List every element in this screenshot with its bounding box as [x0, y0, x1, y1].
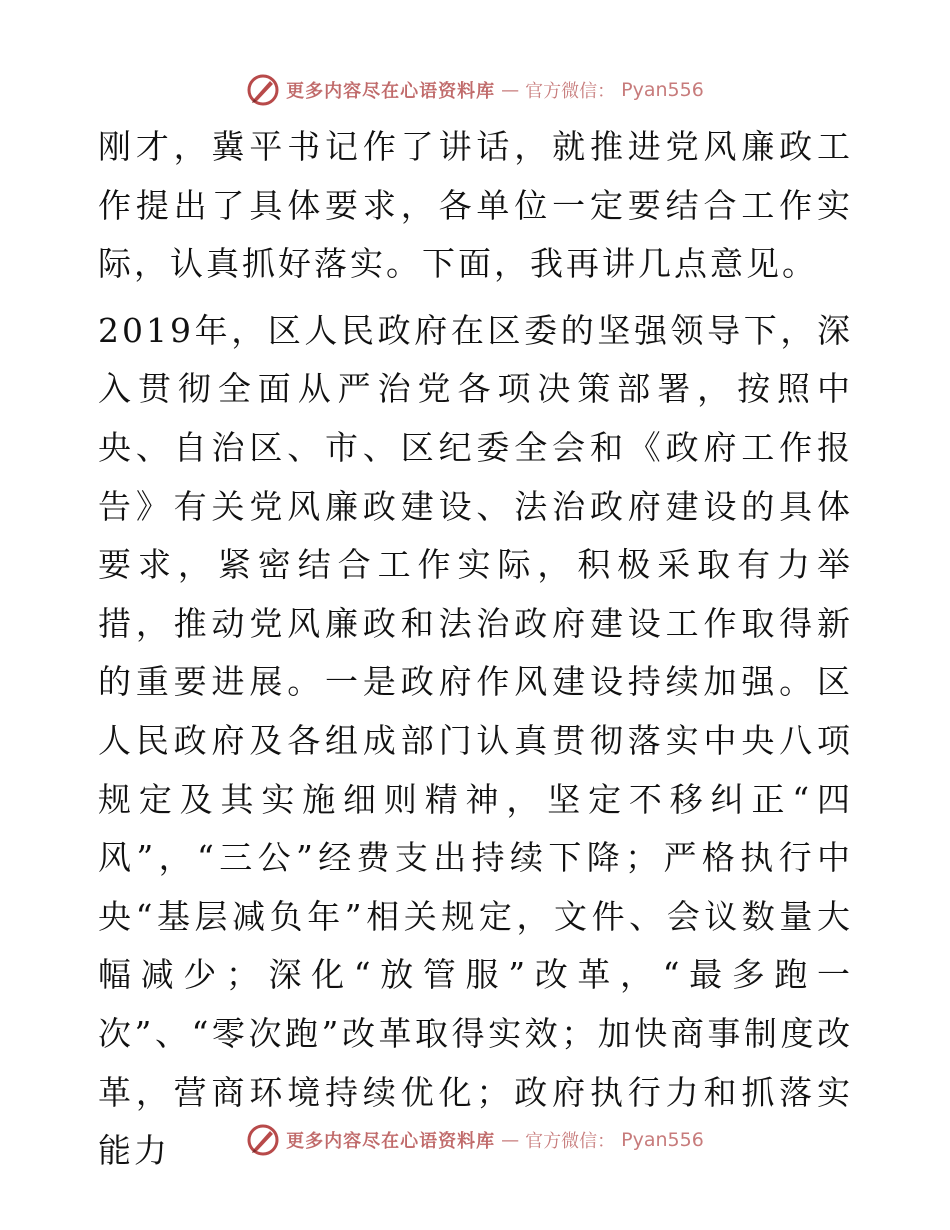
- paragraph-intro: 刚才，冀平书记作了讲话，就推进党风廉政工作提出了具体要求，各单位一定要结合工作实际，认真抓好落实。下面，我再讲几点意见。: [98, 127, 853, 284]
- footer-watermark: [0, 1120, 950, 1160]
- pen-seal-icon: [246, 1123, 280, 1157]
- paragraph-review: 2019年，区人民政府在区委的坚强领导下，深入贯彻全面从严治党各项决策部署，按照中央、自治区、市、区纪委全会和《政府工作报告》有关党风廉政建设、法治政府建设的具体要求，紧密结合工作实际，积极采取有力举措，推动党风廉政和法治政府建设工作取得新的重要进展。一是政府作风建设持续加强。区人民政府及各组成部门认真贯彻落实中央八项规定及其实施细则精神，坚定不移纠正“四风”，“三公”经费支出持续下降；严格执行中央“基层减负年”相关规定，文件、会议数量大幅减少；深化“放管服”改革，“最多跑一次”、“零次跑”改革取得实效；加快商事制度改革，营商环境持续优化；政府执行力和抓落实能力: [98, 310, 853, 1171]
- header-watermark: [0, 70, 950, 110]
- watermark-sub: 官方微信：: [525, 81, 616, 102]
- watermark-id: Pyan556: [621, 1129, 704, 1151]
- watermark-text: 更多内容尽在心语资料库: [286, 81, 496, 102]
- watermark-sub: 官方微信：: [525, 1131, 616, 1152]
- watermark-text: 更多内容尽在心语资料库: [286, 1131, 496, 1152]
- watermark-dash: —: [501, 79, 520, 101]
- document-body: [98, 118, 853, 1181]
- pen-seal-icon: [246, 73, 280, 107]
- watermark-id: Pyan556: [621, 79, 704, 101]
- watermark-dash: —: [501, 1129, 520, 1151]
